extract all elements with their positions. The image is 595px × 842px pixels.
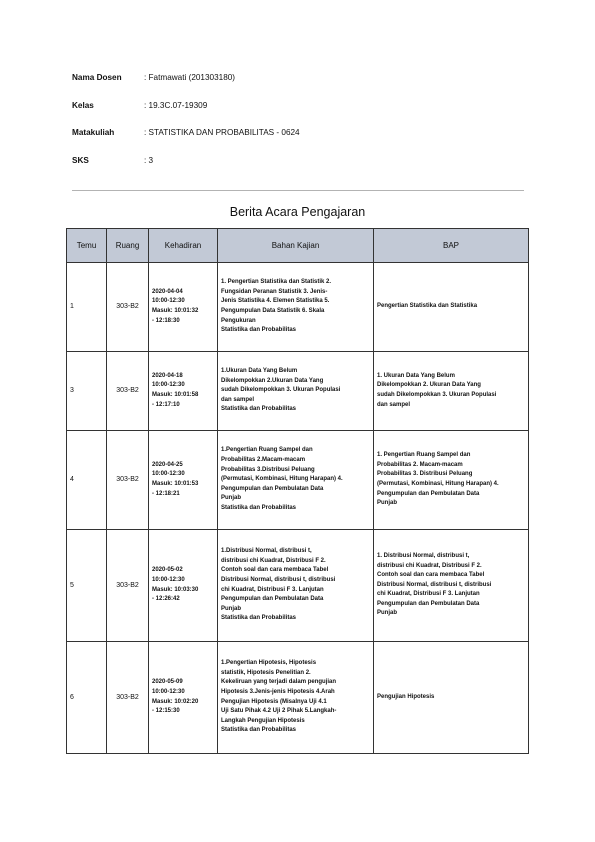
kehadiran-line: 10:00-12:30 [152, 298, 185, 305]
table-row [67, 263, 529, 352]
bap-line: dan sampel [377, 401, 411, 408]
table-header-row [67, 229, 529, 263]
kehadiran-cell [149, 263, 218, 352]
course-info [72, 73, 300, 183]
bap-cell [374, 530, 529, 642]
table-body [67, 263, 529, 754]
bahan-kajian-line: Jenis Statistika 4. Elemen Statistika 5. [221, 298, 330, 305]
bahan-kajian-line: 1.Pengertian Ruang Sampel dan [221, 447, 313, 454]
column-header-bap: BAP [374, 229, 529, 263]
bahan-kajian-line: dan sampel [221, 396, 255, 403]
kehadiran-line: Masuk: 10:01:58 [152, 392, 199, 398]
info-row-kelas [72, 101, 300, 129]
kehadiran-line: - 12:15:30 [152, 708, 180, 715]
bahan-kajian-line: Statistika dan Probabilitas [221, 406, 297, 413]
bap-line: Pengumpulan dan Pembulatan Data [377, 490, 480, 497]
kehadiran-line: 2020-04-25 [152, 461, 183, 468]
sks-value: : 3 [144, 155, 154, 165]
bahan-kajian-line: Probabilitas 3.Distribusi Peluang [221, 466, 315, 473]
bahan-kajian-cell [218, 530, 374, 642]
table-row [67, 642, 529, 754]
bahan-kajian-line: Uji Satu Pihak 4.2 Uji 2 Pihak 5.Langkah- [221, 708, 337, 715]
bahan-kajian-cell [218, 431, 374, 530]
bap-line: 1. Ukuran Data Yang Belum [377, 372, 455, 379]
bahan-kajian-line: Probabilitas 2.Macam-macam [221, 457, 306, 464]
bahan-kajian-line: Hipotesis 3.Jenis-jenis Hipotesis 4.Arah [221, 688, 335, 695]
info-row-matakuliah [72, 128, 300, 156]
info-row-sks [72, 156, 300, 184]
bahan-kajian-cell [218, 352, 374, 431]
bahan-kajian-cell [218, 263, 374, 352]
bap-line: (Permutasi, Kombinasi, Hitung Harapan) 4. [377, 481, 499, 487]
bahan-kajian-line: Statistika dan Probabilitas [221, 615, 297, 622]
bap-line: Punjab [377, 610, 398, 617]
kelas-label: Kelas [72, 100, 94, 110]
bahan-kajian-line: 1. Pengertian Statistika dan Statistik 2. [221, 279, 332, 286]
bap-line: Probabilitas 3. Distribusi Peluang [377, 471, 473, 478]
bahan-kajian-line: chi Kuadrat, Distribusi F 3. Lanjutan [221, 586, 324, 593]
temu-cell: 1 [67, 263, 107, 352]
bahan-kajian-line: (Permutasi, Kombinasi, Hitung Harapan) 4. [221, 476, 343, 483]
ruang-cell: 303-B2 [107, 530, 149, 642]
matakuliah-label: Matakuliah [72, 128, 115, 137]
kehadiran-cell [149, 352, 218, 431]
bap-cell [374, 431, 529, 530]
column-header-temu: Temu [67, 229, 107, 263]
bap-line: Pengujian Hipotesis [377, 693, 435, 700]
ruang-cell: 303-B2 [107, 263, 149, 352]
temu-cell: 3 [67, 352, 107, 431]
bahan-kajian-line: Pengumpulan dan Pembulatan Data [221, 596, 324, 603]
bahan-kajian-line: Statistika dan Probabilitas [221, 504, 297, 511]
temu-cell: 4 [67, 431, 107, 530]
kehadiran-cell [149, 530, 218, 642]
kehadiran-line: Masuk: 10:02:20 [152, 698, 199, 705]
kehadiran-line: 10:00-12:30 [152, 576, 185, 583]
bap-line: chi Kuadrat, Distribusi F 3. Lanjutan [377, 591, 480, 598]
bahan-kajian-line: 1.Ukuran Data Yang Belum [221, 368, 298, 375]
bahan-kajian-line: sudah Dikelompokkan 3. Ukuran Populasi [221, 387, 341, 394]
kehadiran-cell [149, 642, 218, 754]
bahan-kajian-line: Kekeliruan yang terjadi dalam pengujian [221, 679, 337, 686]
bahan-kajian-line: Langkah Pengujian Hipotesis [221, 717, 305, 724]
bap-line: 1. Distribusi Normal, distribusi t, [377, 552, 470, 559]
bap-cell [374, 352, 529, 431]
bahan-kajian-line: Statistika dan Probabilitas [221, 327, 297, 334]
bahan-kajian-line: Punjab [221, 605, 242, 612]
kehadiran-line: - 12:18:30 [152, 317, 180, 324]
bap-line: Punjab [377, 500, 398, 507]
bap-line: distribusi chi Kuadrat, Distribusi F 2. [377, 562, 482, 569]
bahan-kajian-cell [218, 642, 374, 754]
kehadiran-line: Masuk: 10:01:32 [152, 308, 199, 314]
bap-line: Distribusi Normal, distribusi t, distribusi [377, 581, 492, 588]
bahan-kajian-line: 1.Pengertian Hipotesis, Hipotesis [221, 660, 317, 667]
bahan-kajian-line: Pengukuran [221, 317, 256, 324]
bahan-kajian-line: Contoh soal dan cara membaca Tabel [221, 567, 329, 574]
bap-line: 1. Pengertian Ruang Sampel dan [377, 452, 471, 459]
column-header-ruang: Ruang [107, 229, 149, 263]
bahan-kajian-line: Pengumpulan Data Statistik 6. Skala [221, 308, 325, 314]
ruang-cell: 303-B2 [107, 642, 149, 754]
bahan-kajian-line: Statistika dan Probabilitas [221, 727, 297, 734]
kehadiran-cell [149, 431, 218, 530]
column-header-bahan-kajian: Bahan Kajian [218, 229, 374, 263]
column-header-kehadiran: Kehadiran [149, 229, 218, 263]
kehadiran-line: Masuk: 10:01:53 [152, 481, 199, 487]
bap-line: Contoh soal dan cara membaca Tabel [377, 572, 485, 579]
bap-line: Pengumpulan dan Pembulatan Data [377, 600, 480, 607]
kehadiran-line: 2020-05-09 [152, 679, 183, 686]
kehadiran-line: - 12:17:10 [152, 401, 180, 408]
table-row [67, 431, 529, 530]
kehadiran-line: 10:00-12:30 [152, 471, 185, 478]
temu-cell: 6 [67, 642, 107, 754]
bahan-kajian-line: statistik, Hipotesis Penelitian 2. [221, 669, 311, 676]
kehadiran-line: 10:00-12:30 [152, 382, 185, 389]
table-row [67, 530, 529, 642]
bahan-kajian-line: Pengujian Hipotesis (Misalnya Uji 4.1 [221, 698, 327, 705]
kehadiran-line: 2020-05-02 [152, 567, 183, 574]
bahan-kajian-line: Distribusi Normal, distribusi t, distribusi [221, 576, 336, 583]
bap-line: Dikelompokkan 2. Ukuran Data Yang [377, 382, 481, 389]
bap-cell [374, 263, 529, 352]
bahan-kajian-line: Dikelompokkan 2.Ukuran Data Yang [221, 377, 324, 384]
bahan-kajian-line: Pengumpulan dan Pembulatan Data [221, 485, 324, 492]
bahan-kajian-line: Punjab [221, 495, 242, 502]
kehadiran-line: 2020-04-18 [152, 372, 183, 379]
table-row [67, 352, 529, 431]
bahan-kajian-line: distribusi chi Kuadrat, Distribusi F 2. [221, 557, 326, 564]
bap-line: Pengertian Statistika dan Statistika [377, 303, 478, 310]
dosen-label: Nama Dosen [72, 73, 122, 82]
header-divider [72, 190, 524, 191]
kehadiran-line: Masuk: 10:03:30 [152, 586, 199, 593]
matakuliah-value: : STATISTIKA DAN PROBABILITAS - 0624 [144, 128, 300, 137]
kelas-value: : 19.3C.07-19309 [144, 100, 208, 110]
ruang-cell: 303-B2 [107, 352, 149, 431]
info-row-dosen [72, 73, 300, 101]
attendance-table [66, 228, 529, 754]
bap-cell [374, 642, 529, 754]
ruang-cell: 303-B2 [107, 431, 149, 530]
temu-cell: 5 [67, 530, 107, 642]
kehadiran-line: 2020-04-04 [152, 288, 183, 295]
bahan-kajian-line: Fungsidan Peranan Statistik 3. Jenis- [221, 288, 328, 295]
dosen-value: : Fatmawati (201303180) [144, 73, 236, 82]
kehadiran-line: - 12:26:42 [152, 596, 180, 603]
bap-line: Probabilitas 2. Macam-macam [377, 461, 463, 468]
kehadiran-line: - 12:18:21 [152, 490, 180, 497]
kehadiran-line: 10:00-12:30 [152, 688, 185, 695]
sks-label: SKS [72, 155, 89, 165]
bap-line: sudah Dikelompokkan 3. Ukuran Populasi [377, 392, 497, 398]
page-title: Berita Acara Pengajaran [229, 205, 366, 219]
bahan-kajian-line: 1.Distribusi Normal, distribusi t, [221, 548, 312, 555]
